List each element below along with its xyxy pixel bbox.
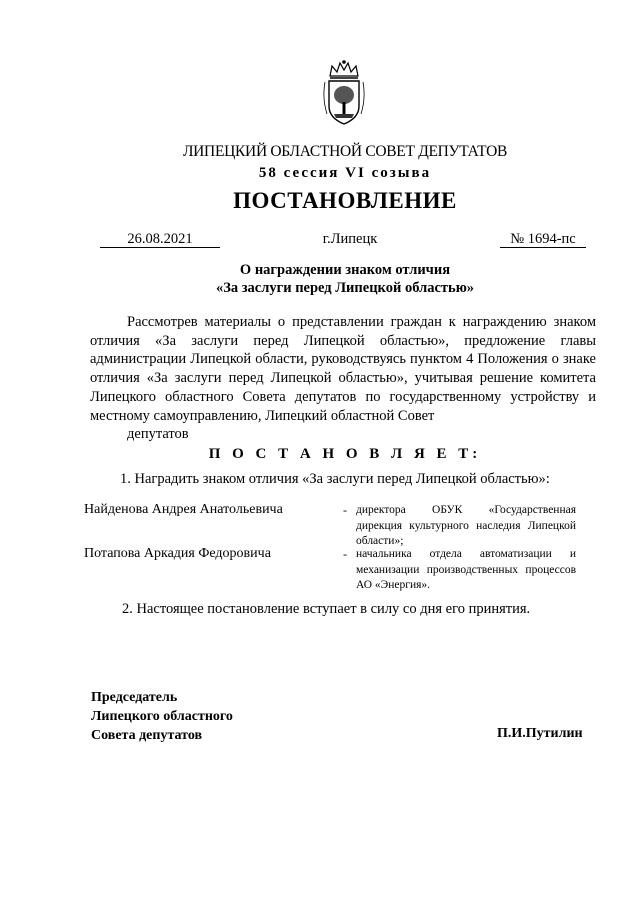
signatory-name: П.И.Путилин — [497, 726, 583, 741]
resolves-heading: П О С Т А Н О В Л Я Е Т: — [208, 446, 482, 462]
document-title-line1: О награждении знаком отличия — [239, 262, 451, 278]
awardee-role: начальника отдела автоматизации и механизации производственных процессов АО «Энергия». — [356, 548, 576, 592]
session-label: 58 сессия VI созыва — [258, 165, 432, 181]
preamble-last-line: депутатов — [127, 426, 189, 443]
awardee-name: Найденова Андрея Анатольевича — [84, 502, 283, 517]
document-date: 26.08.2021 — [100, 231, 220, 248]
preamble-text: Рассмотрев материалы о представлении граждан к награждению знаком отличия «За заслуги перед Липецкой областью», предложение главы администрации Липецкой области, руководствуясь пунктом 4 Положения о знаке отличия «За заслуги перед Липецкой областью», учитывая решение комитета Липецкого областного Совета депутатов по государственному устройству и местному самоуправлению, Липецкий областной Совет — [90, 314, 596, 424]
document-type: ПОСТАНОВЛЕНИЕ — [233, 188, 457, 213]
item-2: 2. Настоящее постановление вступает в силу со дня его принятия. — [122, 601, 531, 617]
preamble-paragraph — [90, 313, 596, 444]
awardee-dash: - — [343, 547, 347, 561]
organization-name: ЛИПЕЦКИЙ ОБЛАСТНОЙ СОВЕТ ДЕПУТАТОВ — [182, 143, 508, 160]
signature-position-line2: Липецкого областного — [91, 709, 233, 724]
document-number: № 1694-пс — [500, 231, 586, 248]
signature-position-line1: Председатель — [91, 690, 178, 705]
document-city: г.Липецк — [322, 231, 378, 247]
coat-of-arms-icon — [322, 58, 366, 128]
awardee-name: Потапова Аркадия Федоровича — [84, 546, 271, 561]
signature-position-line3: Совета депутатов — [91, 728, 203, 743]
awardee-dash: - — [343, 503, 347, 517]
signature-position — [91, 688, 233, 745]
awardee-role: директора ОБУК «Государственная дирекция культурного наследия Липецкой области»; — [356, 504, 576, 548]
item-1: 1. Наградить знаком отличия «За заслуги перед Липецкой областью»: — [120, 471, 550, 487]
document-title-line2: «За заслуги перед Липецкой областью» — [215, 280, 475, 296]
